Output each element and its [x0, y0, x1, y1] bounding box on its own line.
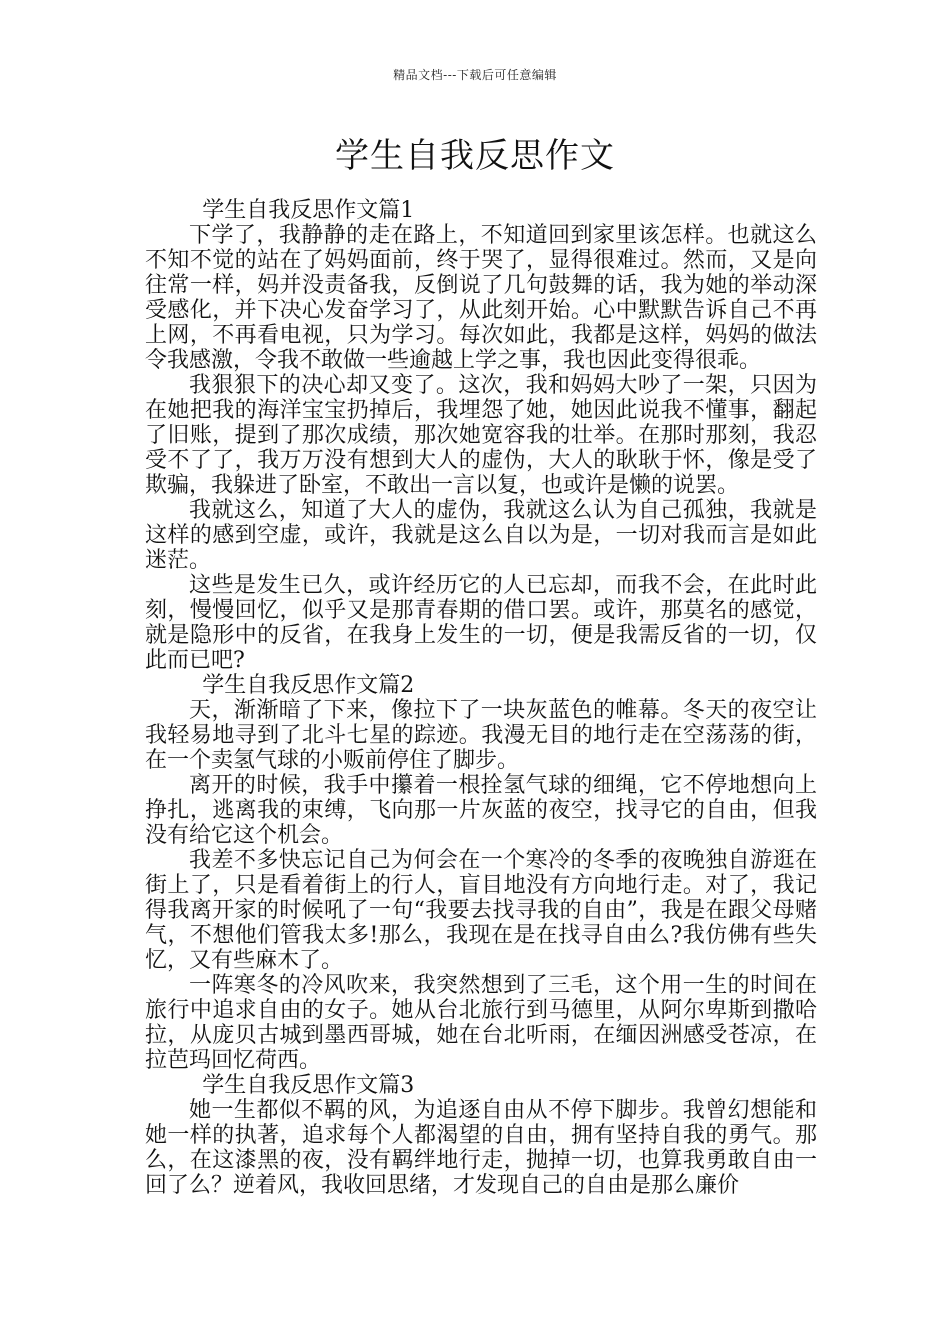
paragraph: 一阵寒冬的冷风吹来，我突然想到了三毛，这个用一生的时间在旅行中追求自由的女子。她从台北旅行到马德里，从阿尔卑斯到撒哈拉，从庞贝古城到墨西哥城，她在台北听雨，在缅因洲感受苍凉，在拉芭玛回忆荷西。	[145, 973, 817, 1073]
paragraph: 下学了，我静静的走在路上，不知道回到家里该怎样。也就这么不知不觉的站在了妈妈面前，终于哭了，显得很难过。然而，又是向往常一样，妈并没责备我，反倒说了几句鼓舞的话，我为她的举动深受感化，并下决心发奋学习了，从此刻开始。心中默默告诉自己不再上网，不再看电视，只为学习。每次如此，我都是这样，妈妈的做法令我感激，令我不敢做一些逾越上学之事，我也因此变得很乖。	[145, 223, 817, 373]
paragraph: 天，渐渐暗了下来，像拉下了一块灰蓝色的帷幕。冬天的夜空让我轻易地寻到了北斗七星的踪迹。我漫无目的地行走在空荡荡的街，在一个卖氢气球的小贩前停住了脚步。	[145, 698, 817, 773]
section-heading: 学生自我反思作文篇3	[202, 1073, 415, 1098]
paragraph: 这些是发生已久，或许经历它的人已忘却，而我不会，在此时此刻，慢慢回忆，似乎又是那青春期的借口罢。或许，那莫名的感觉，就是隐形中的反省，在我身上发生的一切，便是我需反省的一切，仅此而已吧?	[145, 573, 817, 673]
paragraph: 我就这么，知道了大人的虚伪，我就这么认为自己孤独，我就是这样的感到空虚，或许，我就是这么自以为是，一切对我而言是如此迷茫。	[145, 498, 817, 573]
section-heading: 学生自我反思作文篇2	[202, 673, 415, 698]
page-title: 学生自我反思作文	[335, 136, 615, 176]
section-heading: 学生自我反思作文篇1	[202, 198, 415, 223]
paragraph: 我狠狠下的决心却又变了。这次，我和妈妈大吵了一架，只因为在她把我的海洋宝宝扔掉后，我埋怨了她，她因此说我不懂事，翻起了旧账，提到了那次成绩，那次她宽容我的壮举。在那时那刻，我忍受不了了，我万万没有想到大人的虚伪，大人的耿耿于怀，像是受了欺骗，我躲进了卧室，不敢出一言以复，也或许是懒的说罢。	[145, 373, 817, 498]
header-note: 精品文档---下载后可任意编辑	[393, 68, 557, 82]
paragraph: 她一生都似不羁的风，为追逐自由从不停下脚步。我曾幻想能和她一样的执著，追求每个人都渴望的自由，拥有坚持自我的勇气。那么，在这漆黑的夜，没有羁绊地行走，抛掉一切，也算我勇敢自由一回了么？逆着风，我收回思绪，才发现自己的自由是那么廉价	[145, 1098, 817, 1198]
paragraph: 我差不多快忘记自己为何会在一个寒冷的冬季的夜晚独自游逛在街上了，只是看着街上的行人，盲目地没有方向地行走。对了，我记得我离开家的时候吼了一句“我要去找寻我的自由”，我是在跟父母赌气，不想他们管我太多!那么，我现在是在找寻自由么?我仿佛有些失忆，又有些麻木了。	[145, 848, 817, 973]
paragraph: 离开的时候，我手中攥着一根拴氢气球的细绳，它不停地想向上挣扎，逃离我的束缚，飞向那一片灰蓝的夜空，找寻它的自由，但我没有给它这个机会。	[145, 773, 817, 848]
document-body	[145, 198, 817, 1198]
